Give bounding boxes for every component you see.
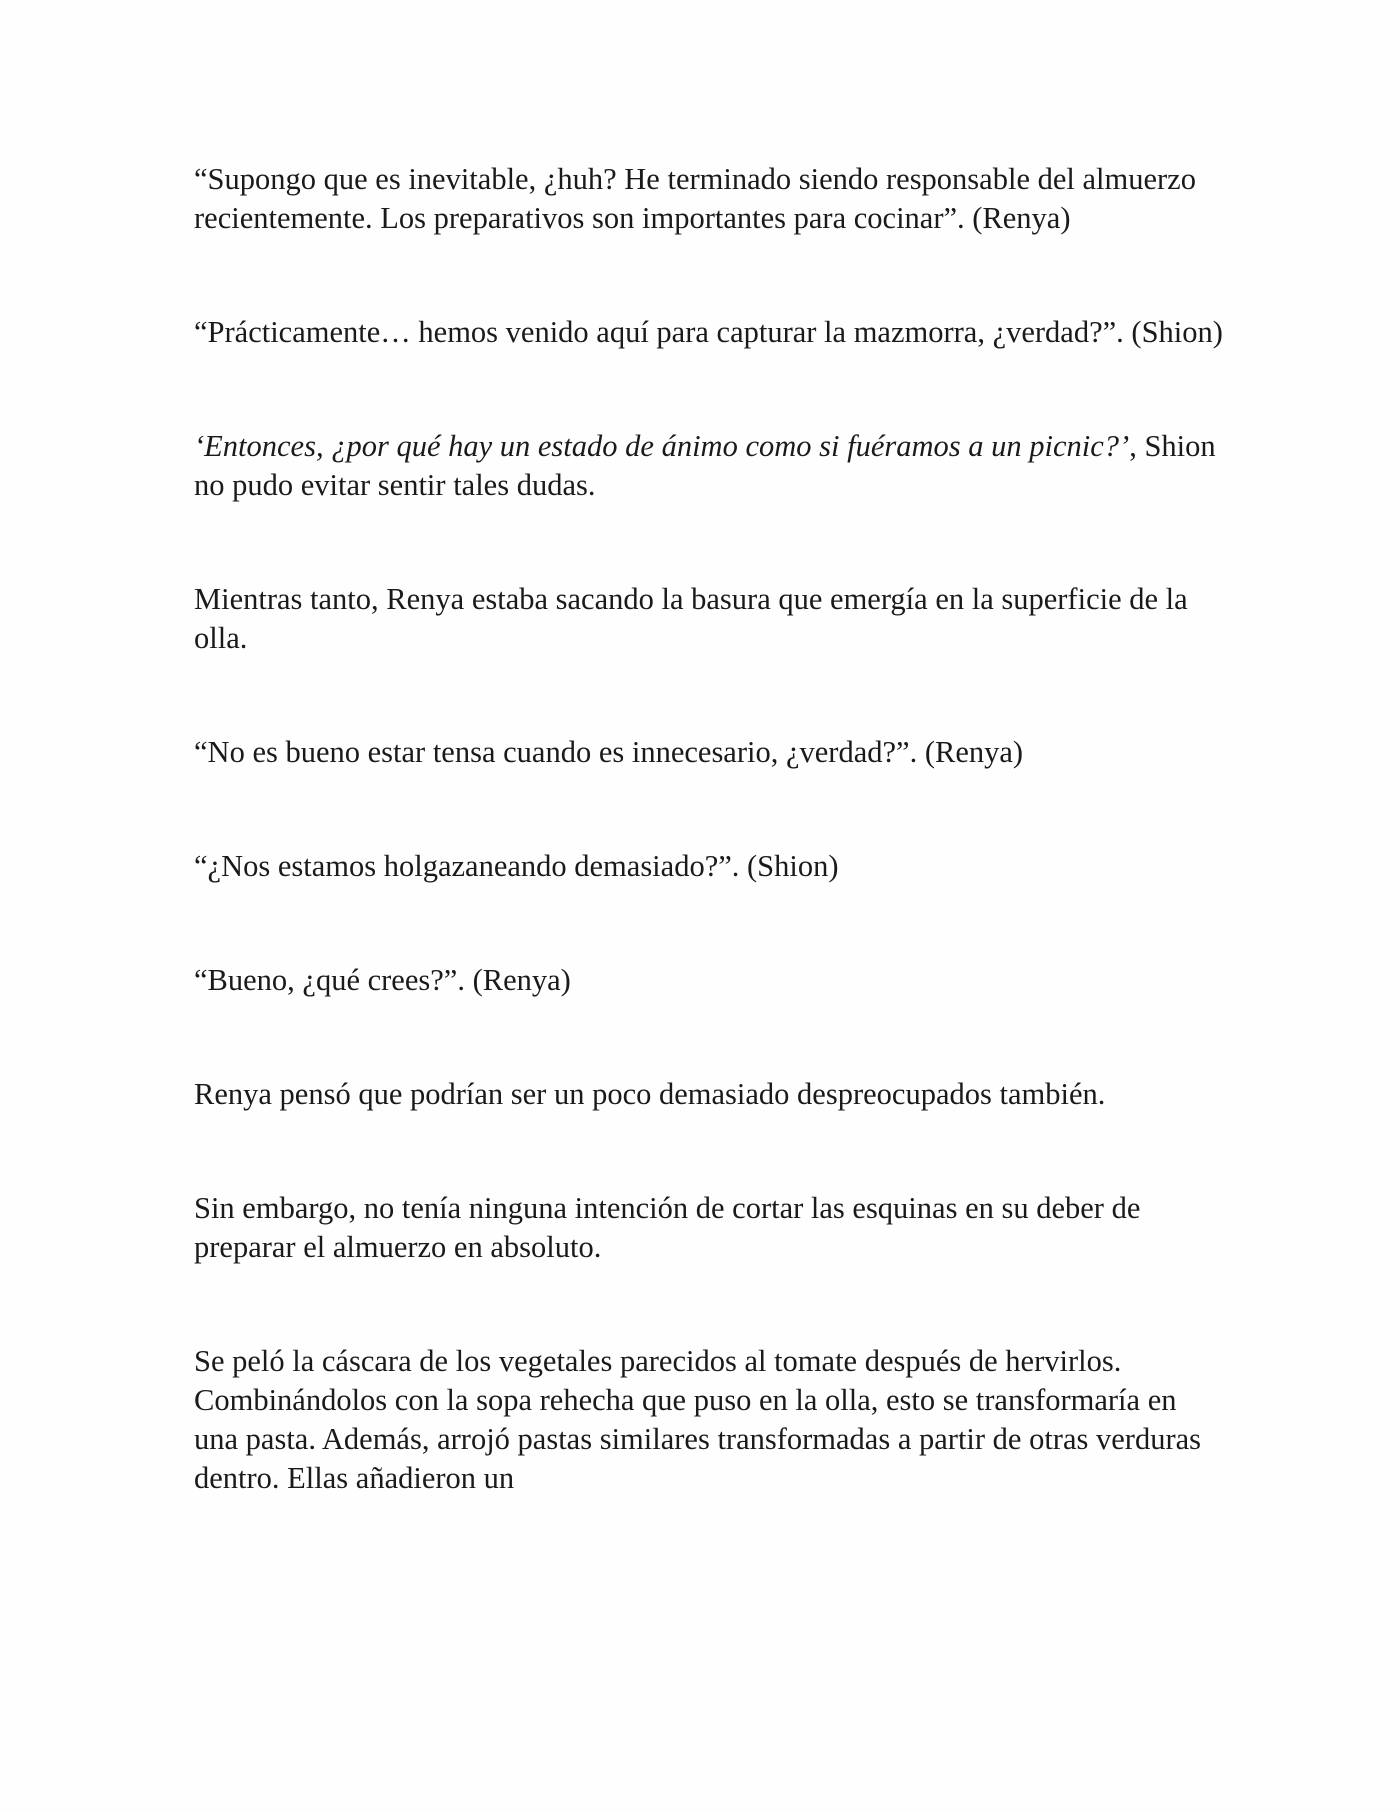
paragraph-9: Sin embargo, no tenía ninguna intención de cortar las esquinas en su deber de preparar el almuerzo en absoluto. <box>194 1191 1141 1264</box>
body-text <box>194 160 1224 1573</box>
paragraph-6: “¿Nos estamos holgazaneando demasiado?”. (Shion) <box>194 849 839 883</box>
paragraph-3-rest: , Shion no pudo evitar sentir tales dudas. <box>194 429 1216 502</box>
paragraph-1: “Supongo que es inevitable, ¿huh? He terminado siendo responsable del almuerzo recientemente. Los preparativos son importantes para cocinar”. (Renya) <box>194 162 1196 235</box>
paragraph-2: “Prácticamente… hemos venido aquí para capturar la mazmorra, ¿verdad?”. (Shion) <box>194 315 1223 349</box>
paragraph-8: Renya pensó que podrían ser un poco demasiado despreocupados también. <box>194 1077 1106 1111</box>
paragraph-3 <box>194 427 1224 505</box>
paragraph-10: Se peló la cáscara de los vegetales parecidos al tomate después de hervirlos. Combinándolos con la sopa rehecha que puso en la olla, esto se transformaría en una pasta. Además, arrojó pastas similares transformadas a partir de otras verduras dentro. Ellas añadieron un <box>194 1344 1202 1495</box>
paragraph-5: “No es bueno estar tensa cuando es innecesario, ¿verdad?”. (Renya) <box>194 735 1024 769</box>
paragraph-4: Mientras tanto, Renya estaba sacando la basura que emergía en la superficie de la olla. <box>194 582 1188 655</box>
italic-thought: ‘Entonces, ¿por qué hay un estado de ánimo como si fuéramos a un picnic?’ <box>194 429 1130 463</box>
paragraph-7: “Bueno, ¿qué crees?”. (Renya) <box>194 963 571 997</box>
